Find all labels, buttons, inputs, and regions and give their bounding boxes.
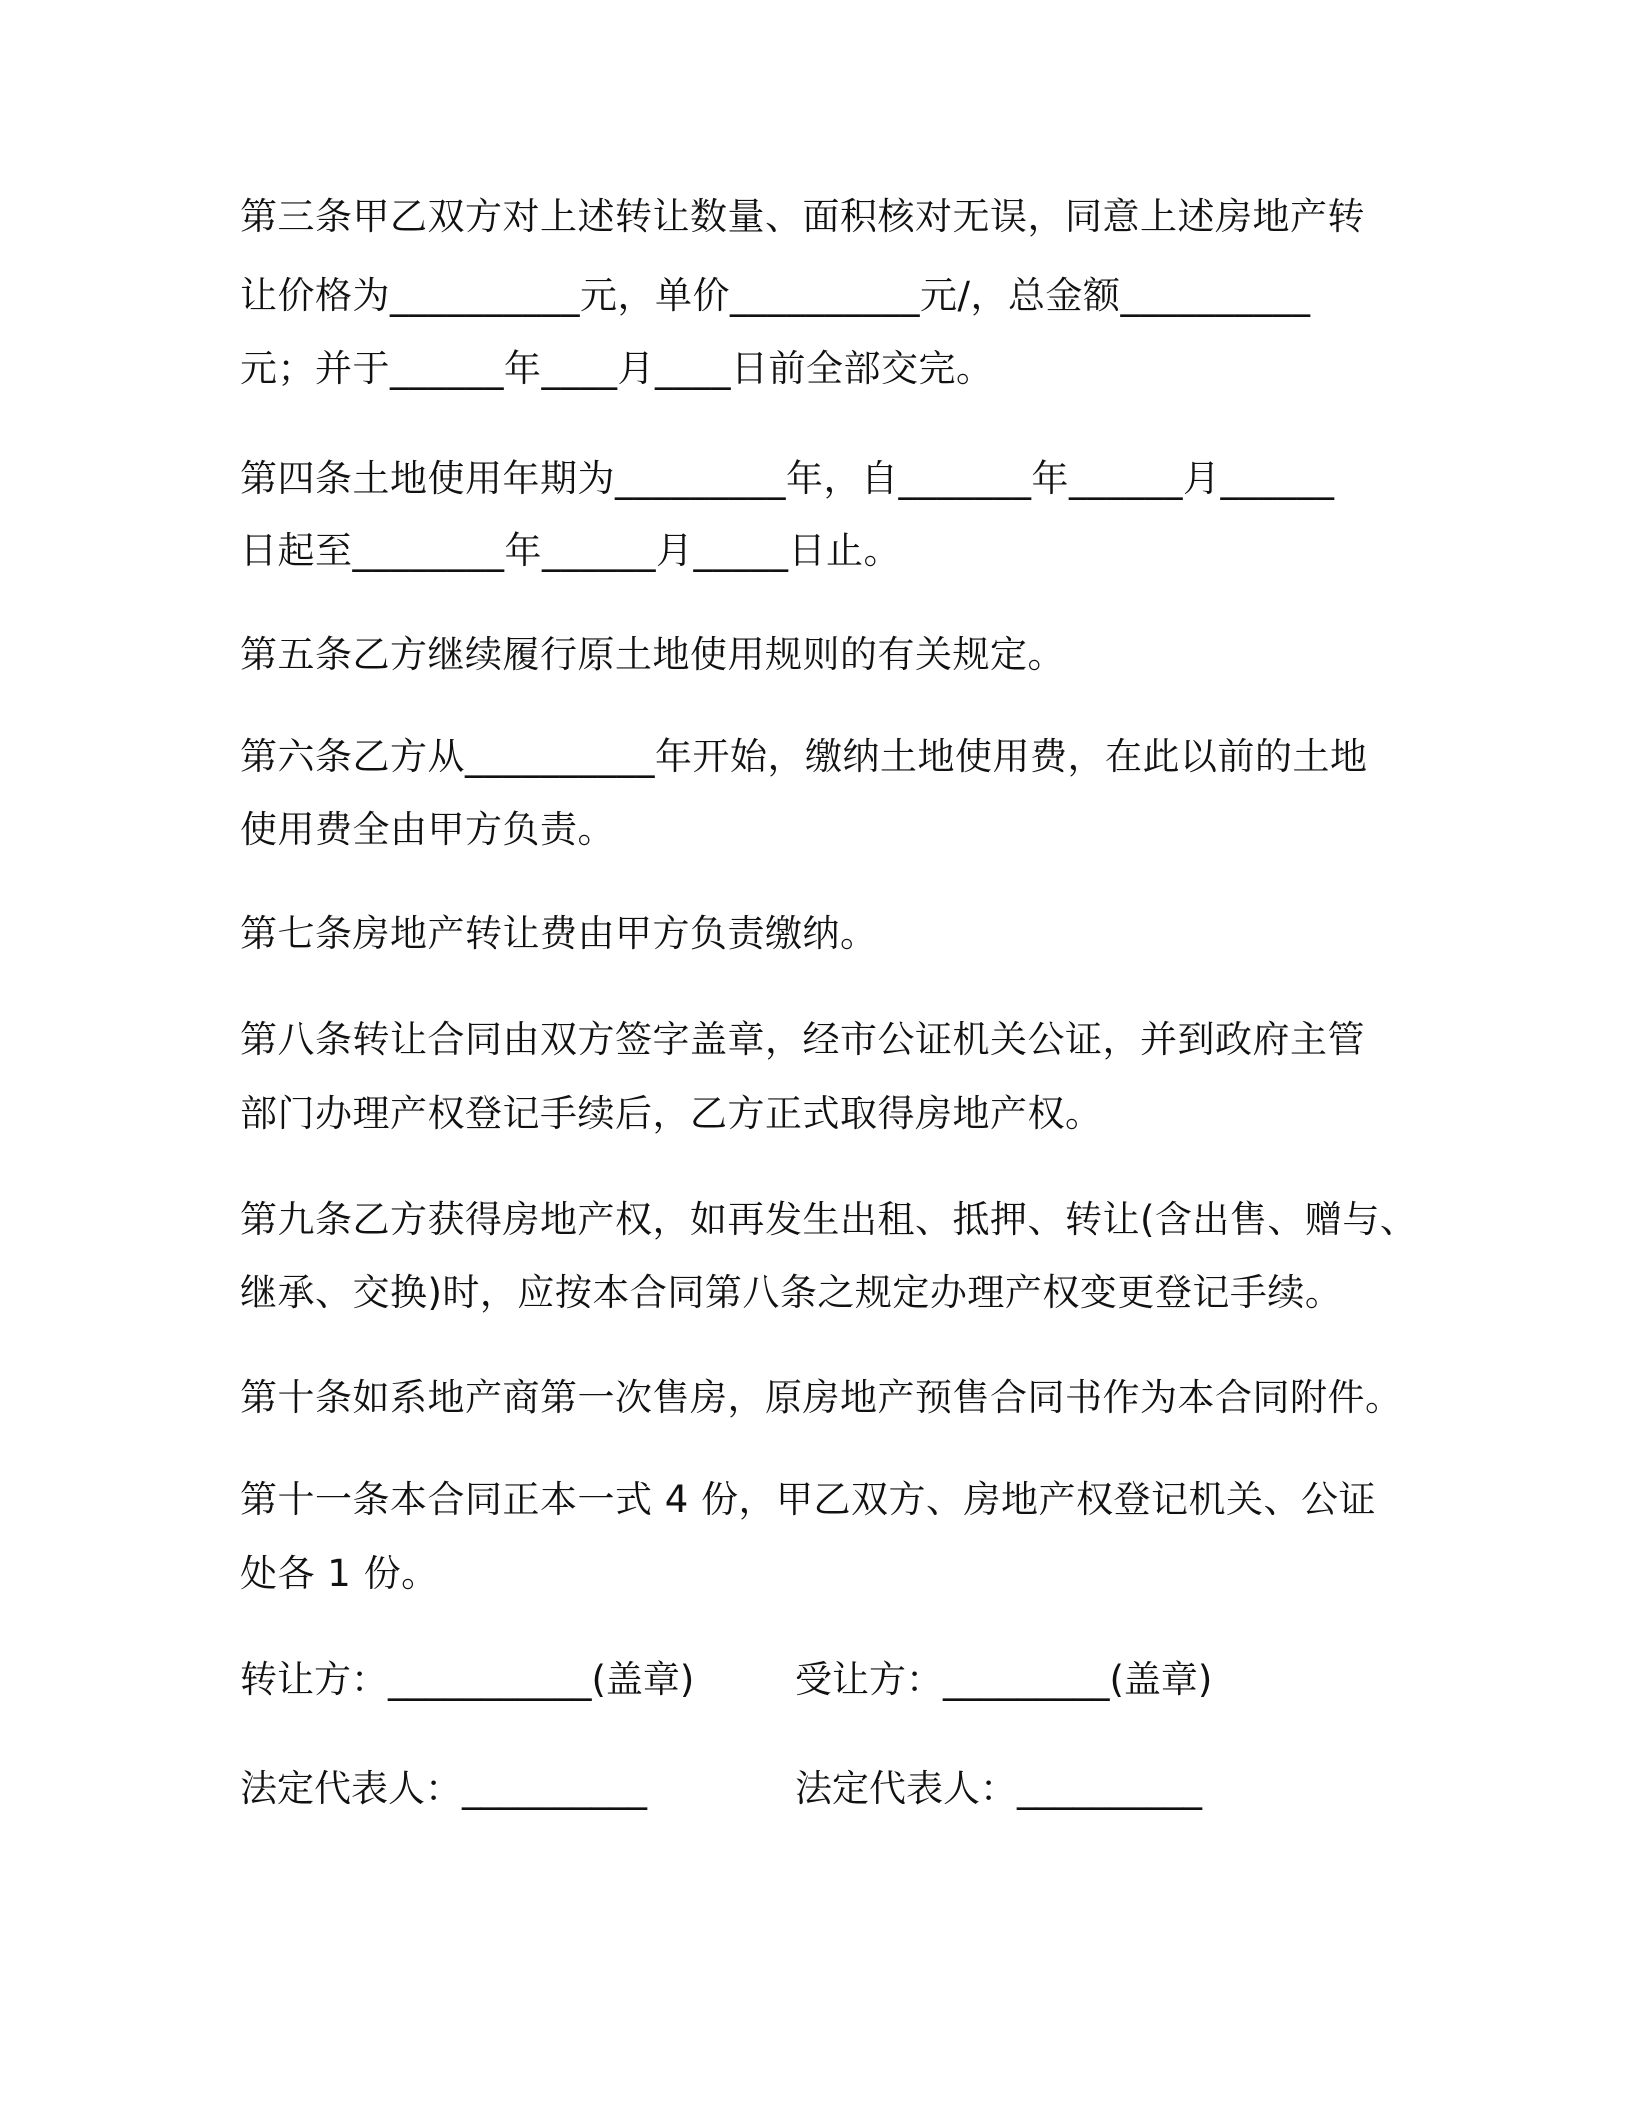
- clause-3-line-2: 让价格为__________元，单价__________元/，总金额__________: [240, 274, 1311, 317]
- clause-5-line-1: 第五条乙方继续履行原土地使用规则的有关规定。: [240, 633, 1065, 676]
- clause-8-line-1: 第八条转让合同由双方签字盖章，经市公证机关公证，并到政府主管: [240, 1018, 1365, 1061]
- clause-11-line-1: 第十一条本合同正本一式 4 份，甲乙双方、房地产权登记机关、公证: [240, 1478, 1377, 1521]
- clause-4-line-1: 第四条土地使用年期为_________年，自_______年______月______: [240, 457, 1335, 500]
- clause-6-line-1: 第六条乙方从__________年开始，缴纳土地使用费，在此以前的土地: [240, 735, 1368, 778]
- clause-3-line-3: 元；并于______年____月____日前全部交完。: [240, 347, 994, 390]
- clause-4-line-2: 日起至________年______月_____日止。: [240, 529, 901, 572]
- clause-7-line-1: 第七条房地产转让费由甲方负责缴纳。: [240, 912, 878, 955]
- clause-8-line-2: 部门办理产权登记手续后，乙方正式取得房地产权。: [240, 1092, 1103, 1135]
- legal-representative-right: 法定代表人：__________: [795, 1767, 1202, 1810]
- clause-10-line-1: 第十条如系地产商第一次售房，原房地产预售合同书作为本合同附件。: [240, 1376, 1403, 1419]
- transferee-signature: 受让方：_________(盖章): [795, 1658, 1213, 1701]
- transferor-signature: 转让方：___________(盖章): [240, 1658, 695, 1701]
- clause-3-line-1: 第三条甲乙双方对上述转让数量、面积核对无误，同意上述房地产转: [240, 195, 1365, 238]
- clause-9-line-2: 继承、交换)时，应按本合同第八条之规定办理产权变更登记手续。: [240, 1271, 1343, 1314]
- legal-representative-left: 法定代表人：__________: [240, 1767, 647, 1810]
- clause-11-line-2: 处各 1 份。: [240, 1552, 439, 1595]
- clause-9-line-1: 第九条乙方获得房地产权，如再发生出租、抵押、转让(含出售、赠与、: [240, 1198, 1418, 1241]
- clause-6-line-2: 使用费全由甲方负责。: [240, 808, 615, 851]
